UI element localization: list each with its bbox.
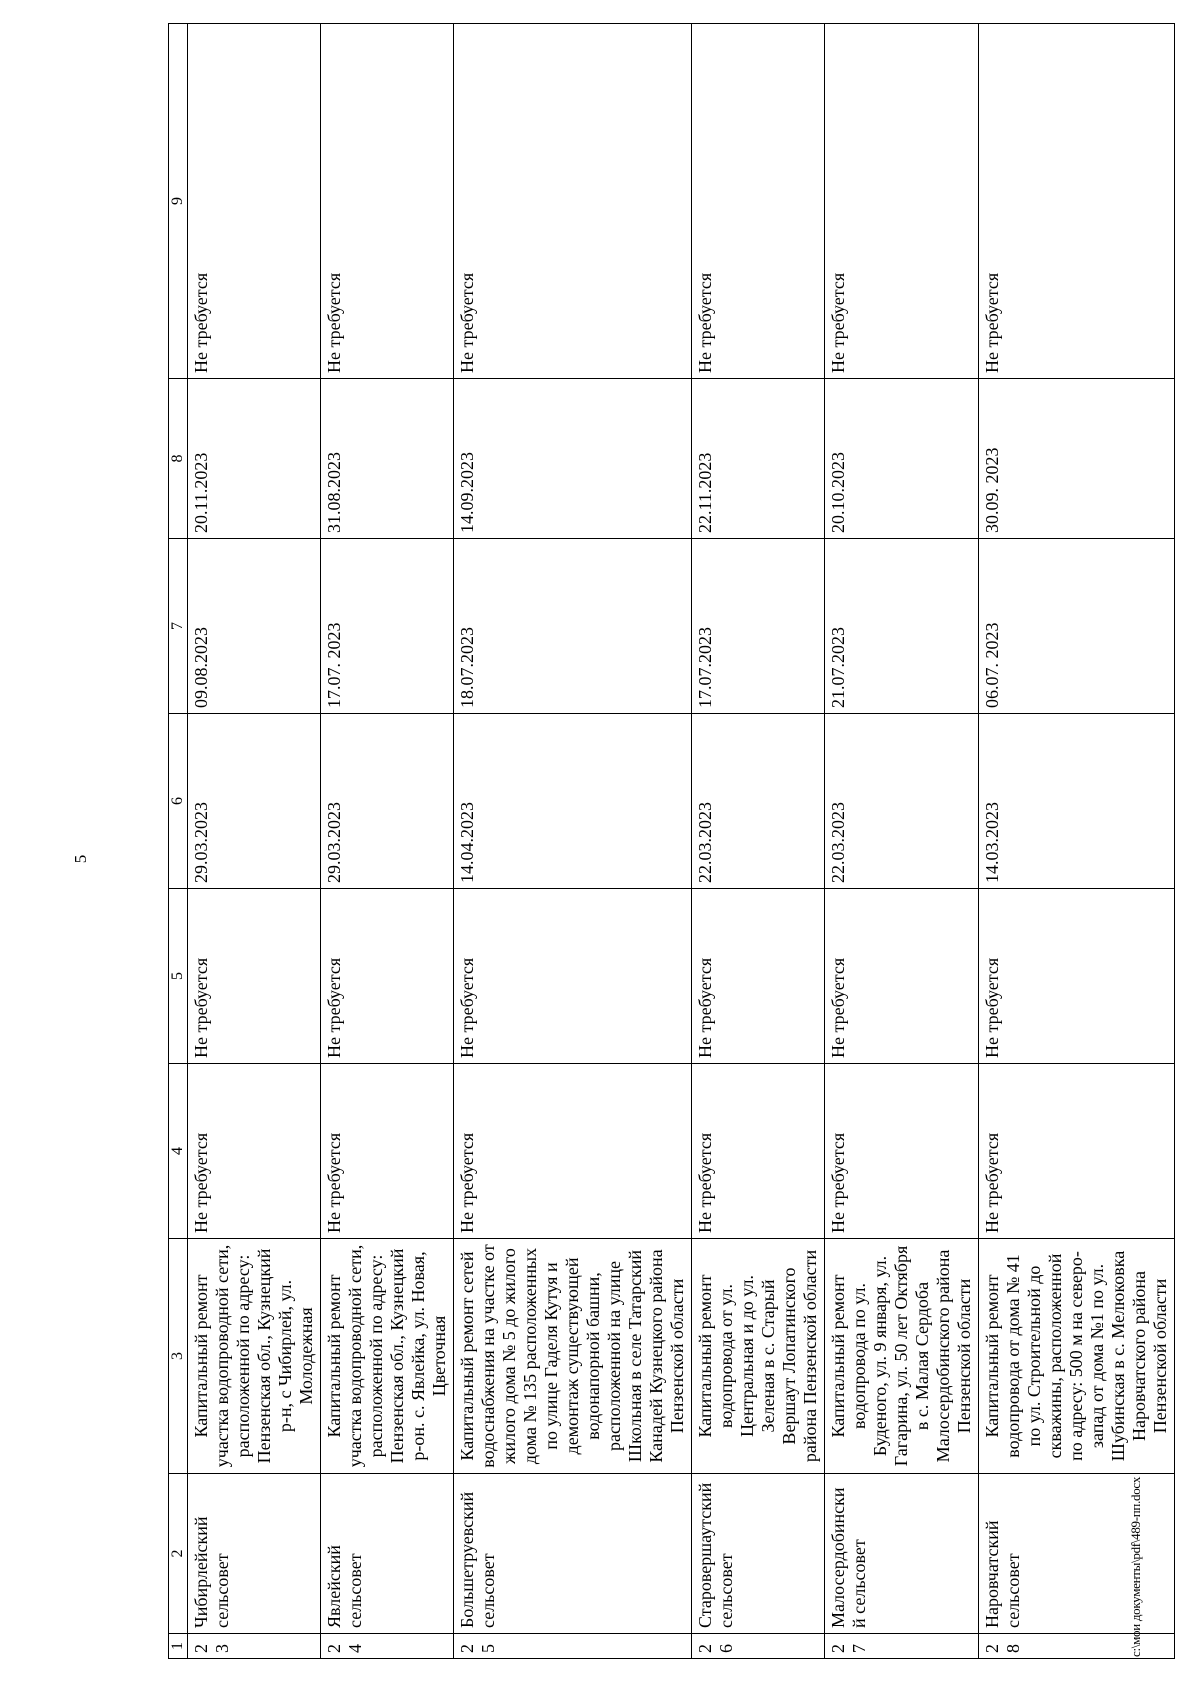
page-number: 5 <box>71 854 90 864</box>
header-cell: 3 <box>169 1239 188 1474</box>
work-description: Капитальный ремонт сетей водоснабжения на участке от жилого дома № 5 до жилого дома № 135 расположенных по улице Гаделя Кутуя и демонтаж существующей водонапорной башни, расположенной на улице Школьная в селе Татарский Канадей Кузнецкого района Пензенской области <box>454 1239 692 1474</box>
cell-col4: Не требуется <box>979 1064 1175 1239</box>
cell-col5: Не требуется <box>692 889 825 1064</box>
table-row <box>454 24 692 1659</box>
cell-col7: 06.07. 2023 <box>979 539 1175 714</box>
table-header-row <box>169 24 188 1659</box>
header-cell: 8 <box>169 379 188 539</box>
council-name: Чибирлейский сельсовет <box>188 1474 321 1634</box>
cell-col7: 09.08.2023 <box>188 539 321 714</box>
cell-col4: Не требуется <box>825 1064 979 1239</box>
cell-col7: 17.07.2023 <box>692 539 825 714</box>
cell-col5: Не требуется <box>454 889 692 1064</box>
table-row <box>321 24 454 1659</box>
cell-col5: Не требуется <box>979 889 1175 1064</box>
cell-col8: 22.11.2023 <box>692 379 825 539</box>
council-name: Старовершаутский сельсовет <box>692 1474 825 1634</box>
cell-col4: Не требуется <box>692 1064 825 1239</box>
file-path-footer: c:\мои документы\pdf\489-пп.docx <box>1128 1476 1143 1657</box>
cell-col9: Не требуется <box>188 24 321 379</box>
table-row <box>979 24 1175 1659</box>
table-row <box>692 24 825 1659</box>
cell-col6: 22.03.2023 <box>825 714 979 889</box>
cell-col8: 30.09. 2023 <box>979 379 1175 539</box>
cell-col5: Не требуется <box>188 889 321 1064</box>
work-description: Капитальный ремонт водопровода от дома № 41 по ул. Строительной до скважины, расположенной по адресу: 500 м на северо-запад от дома №1 по ул. Шубинская в с. Мелюковка Наровчатского района Пензенской области <box>979 1239 1175 1474</box>
cell-col8: 14.09.2023 <box>454 379 692 539</box>
row-number: 23 <box>188 1634 321 1659</box>
cell-col8: 20.10.2023 <box>825 379 979 539</box>
table-row <box>825 24 979 1659</box>
cell-col4: Не требуется <box>321 1064 454 1239</box>
cell-col9: Не требуется <box>692 24 825 379</box>
row-number: 26 <box>692 1634 825 1659</box>
cell-col7: 18.07.2023 <box>454 539 692 714</box>
council-name: Наровчатский сельсовет <box>979 1474 1175 1634</box>
cell-col9: Не требуется <box>979 24 1175 379</box>
cell-col7: 21.07.2023 <box>825 539 979 714</box>
row-number: 24 <box>321 1634 454 1659</box>
cell-col8: 20.11.2023 <box>188 379 321 539</box>
header-cell: 5 <box>169 889 188 1064</box>
header-cell: 9 <box>169 24 188 379</box>
council-name: Явлейский сельсовет <box>321 1474 454 1634</box>
table-row <box>188 24 321 1659</box>
work-description: Капитальный ремонт водопровода по ул. Буденого, ул. 9 января, ул. Гагарина, ул. 50 лет Октября в с. Малая Сердоба Малосердобинского района Пензенской области <box>825 1239 979 1474</box>
council-name: Малосердобинский сельсовет <box>825 1474 979 1634</box>
council-name: Большетруевский сельсовет <box>454 1474 692 1634</box>
header-cell: 1 <box>169 1634 188 1659</box>
cell-col9: Не требуется <box>321 24 454 379</box>
work-description: Капитальный ремонт участка водопроводной сети, расположенной по адресу: Пензенская обл., Кузнецкий р-он. с. Явлейка, ул. Новая, Цветочная <box>321 1239 454 1474</box>
row-number: 25 <box>454 1634 692 1659</box>
cell-col4: Не требуется <box>454 1064 692 1239</box>
cell-col6: 29.03.2023 <box>188 714 321 889</box>
cell-col6: 22.03.2023 <box>692 714 825 889</box>
cell-col9: Не требуется <box>825 24 979 379</box>
cell-col7: 17.07. 2023 <box>321 539 454 714</box>
header-cell: 6 <box>169 714 188 889</box>
header-cell: 4 <box>169 1064 188 1239</box>
header-cell: 7 <box>169 539 188 714</box>
cell-col5: Не требуется <box>825 889 979 1064</box>
data-table <box>168 23 1175 1659</box>
work-description: Капитальный ремонт участка водопроводной сети, расположенной по адресу: Пензенская обл., Кузнецкий р-н, с Чибирлей, ул. Молодежная <box>188 1239 321 1474</box>
cell-col8: 31.08.2023 <box>321 379 454 539</box>
cell-col6: 29.03.2023 <box>321 714 454 889</box>
cell-col6: 14.04.2023 <box>454 714 692 889</box>
cell-col5: Не требуется <box>321 889 454 1064</box>
work-description: Капитальный ремонт водопровода от ул. Центральная и до ул. Зеленая в с. Старый Вершаут Лопатинского района Пензенской области <box>692 1239 825 1474</box>
cell-col9: Не требуется <box>454 24 692 379</box>
row-number: 28 <box>979 1634 1175 1659</box>
header-cell: 2 <box>169 1474 188 1634</box>
row-number: 27 <box>825 1634 979 1659</box>
cell-col4: Не требуется <box>188 1064 321 1239</box>
cell-col6: 14.03.2023 <box>979 714 1175 889</box>
